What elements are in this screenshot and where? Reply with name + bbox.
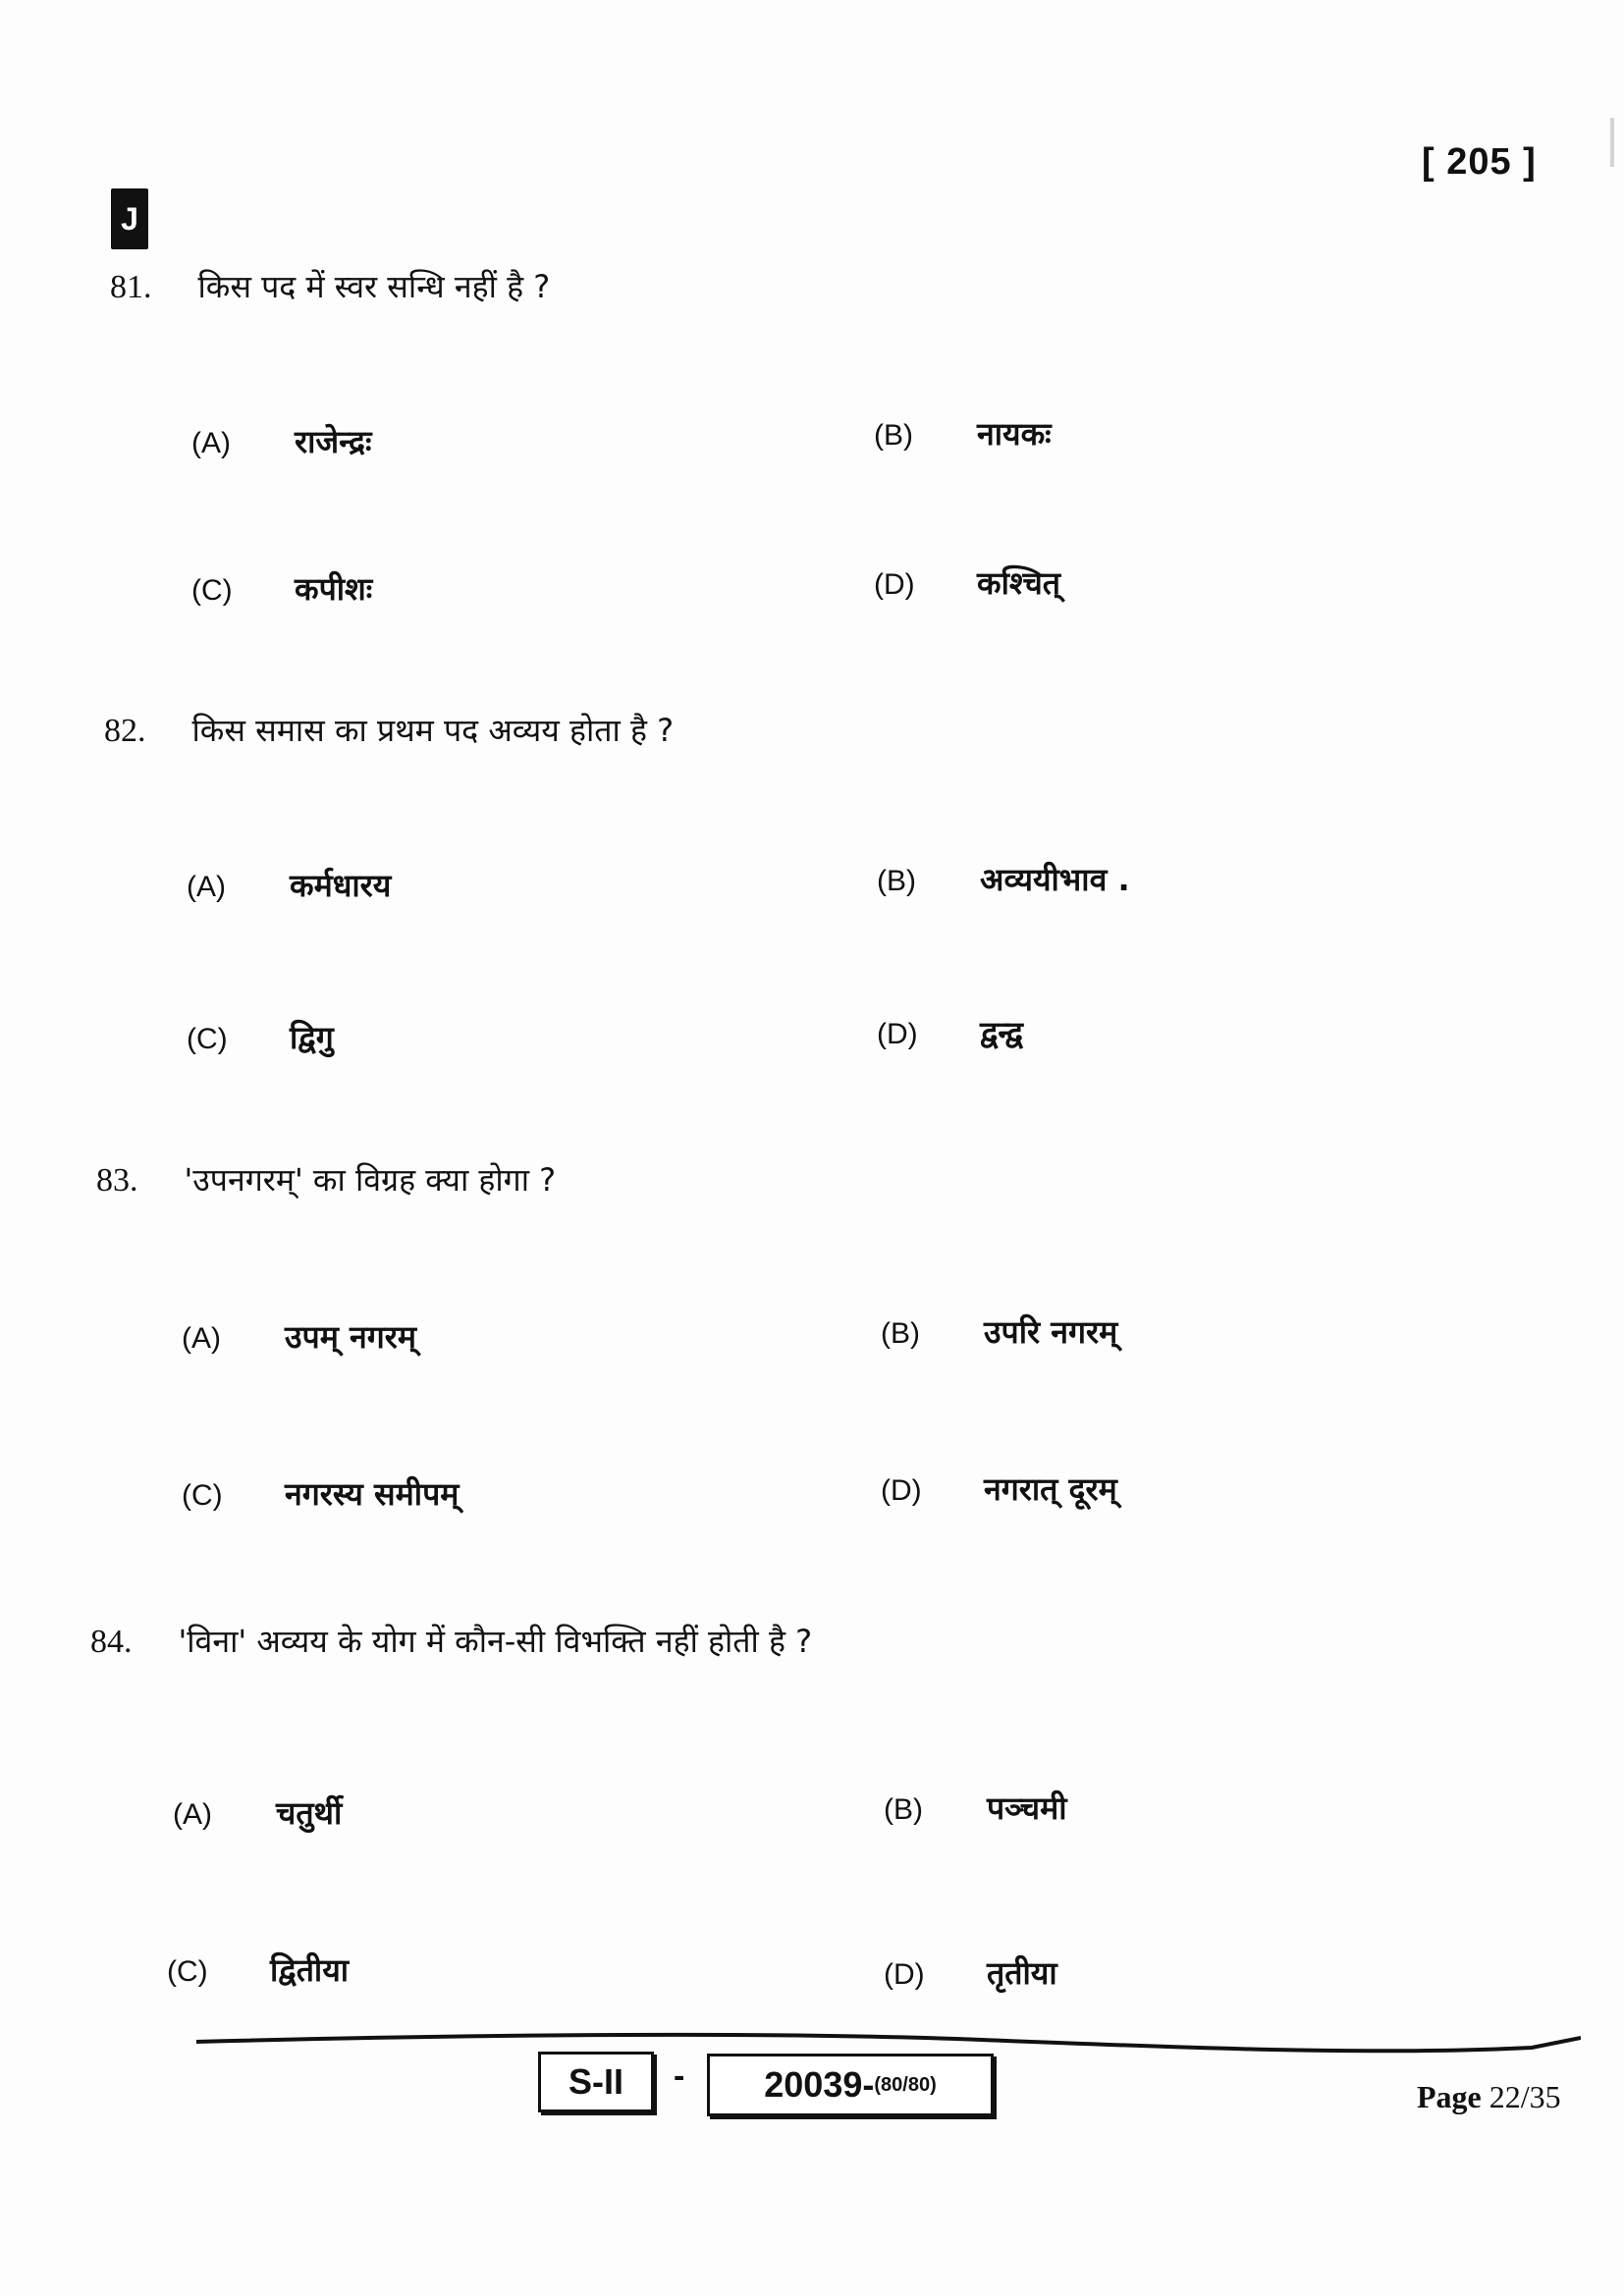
question-number: 82. xyxy=(104,713,146,749)
option-text: उपरि नगरम् xyxy=(984,1313,1118,1351)
option-label: (C) xyxy=(182,1479,223,1512)
option-81-b[interactable] xyxy=(874,412,1052,454)
page-number: [ 205 ] xyxy=(1422,141,1537,183)
option-text: अव्ययीभाव . xyxy=(980,861,1130,898)
option-83-d[interactable] xyxy=(881,1468,1117,1510)
option-label: (D) xyxy=(877,1018,918,1050)
page-label: Page xyxy=(1417,2079,1482,2114)
option-84-c[interactable] xyxy=(167,1949,349,1991)
option-82-c[interactable] xyxy=(187,1016,334,1058)
option-text: उपम् नगरम् xyxy=(285,1318,416,1356)
option-84-a[interactable] xyxy=(173,1791,342,1834)
question-text: 'उपनगरम्' का विग्रह क्या होगा ? xyxy=(184,1161,557,1199)
question-82 xyxy=(104,709,674,751)
option-text: द्विगु xyxy=(290,1019,334,1056)
option-81-a[interactable] xyxy=(191,420,371,462)
option-text: द्वितीया xyxy=(270,1951,350,1989)
option-label: (A) xyxy=(182,1322,221,1355)
question-81 xyxy=(110,265,550,307)
option-label: (B) xyxy=(884,1793,923,1826)
option-text: नायकः xyxy=(977,415,1052,453)
question-84 xyxy=(90,1620,812,1662)
page-indicator xyxy=(1417,2079,1561,2115)
option-label: (A) xyxy=(173,1798,212,1831)
option-label: (C) xyxy=(191,574,233,607)
option-label: (A) xyxy=(187,871,226,903)
series-code-box xyxy=(538,2052,654,2112)
series-code: S-II xyxy=(568,2061,623,2102)
option-81-c[interactable] xyxy=(191,567,372,610)
option-label: (B) xyxy=(881,1317,920,1350)
question-text: किस समास का प्रथम पद अव्यय होता है ? xyxy=(191,712,675,749)
question-number: 84. xyxy=(90,1624,133,1660)
option-label: (C) xyxy=(187,1023,228,1055)
option-82-d[interactable] xyxy=(877,1011,1023,1053)
option-text: कपीशः xyxy=(295,570,373,608)
paper-code-box xyxy=(707,2054,994,2116)
question-number: 83. xyxy=(96,1162,138,1199)
question-number: 81. xyxy=(110,269,152,305)
question-83 xyxy=(96,1158,556,1201)
footer-separator: - xyxy=(674,2057,685,2095)
option-text: कश्चित् xyxy=(977,564,1061,602)
question-text: किस पद में स्वर सन्धि नहीं है ? xyxy=(197,268,551,305)
option-84-d[interactable] xyxy=(884,1951,1057,1994)
option-82-a[interactable] xyxy=(187,864,391,906)
page-value: 22/35 xyxy=(1489,2079,1561,2114)
option-83-a[interactable] xyxy=(182,1315,416,1358)
paper-code-suffix: (80/80) xyxy=(874,2073,937,2096)
option-text: नगरस्य समीपम् xyxy=(285,1475,460,1513)
option-label: (D) xyxy=(874,568,915,601)
option-label: (B) xyxy=(877,865,916,897)
option-text: कर्मधारय xyxy=(290,867,392,904)
option-label: (B) xyxy=(874,419,913,452)
question-text: 'विना' अव्यय के योग में कौन-सी विभक्ति नहीं होती है ? xyxy=(178,1623,813,1660)
option-83-b[interactable] xyxy=(881,1310,1117,1353)
option-text: राजेन्द्रः xyxy=(295,423,372,460)
option-label: (D) xyxy=(881,1474,922,1507)
option-text: चतुर्थी xyxy=(276,1794,343,1832)
option-81-d[interactable] xyxy=(874,561,1060,604)
scan-artifact xyxy=(1610,118,1614,167)
option-82-b[interactable] xyxy=(877,858,1130,900)
option-text: द्वन्द्व xyxy=(980,1014,1023,1051)
option-label: (D) xyxy=(884,1958,925,1991)
option-label: (C) xyxy=(167,1955,208,1988)
option-83-c[interactable] xyxy=(182,1472,459,1515)
set-code-badge: J xyxy=(111,188,148,249)
option-text: तृतीया xyxy=(987,1954,1057,1992)
option-text: पञ्चमी xyxy=(987,1789,1067,1827)
option-label: (A) xyxy=(191,427,231,459)
option-text: नगरात् दूरम् xyxy=(984,1470,1117,1508)
option-84-b[interactable] xyxy=(884,1787,1067,1829)
paper-code: 20039- xyxy=(764,2064,875,2105)
